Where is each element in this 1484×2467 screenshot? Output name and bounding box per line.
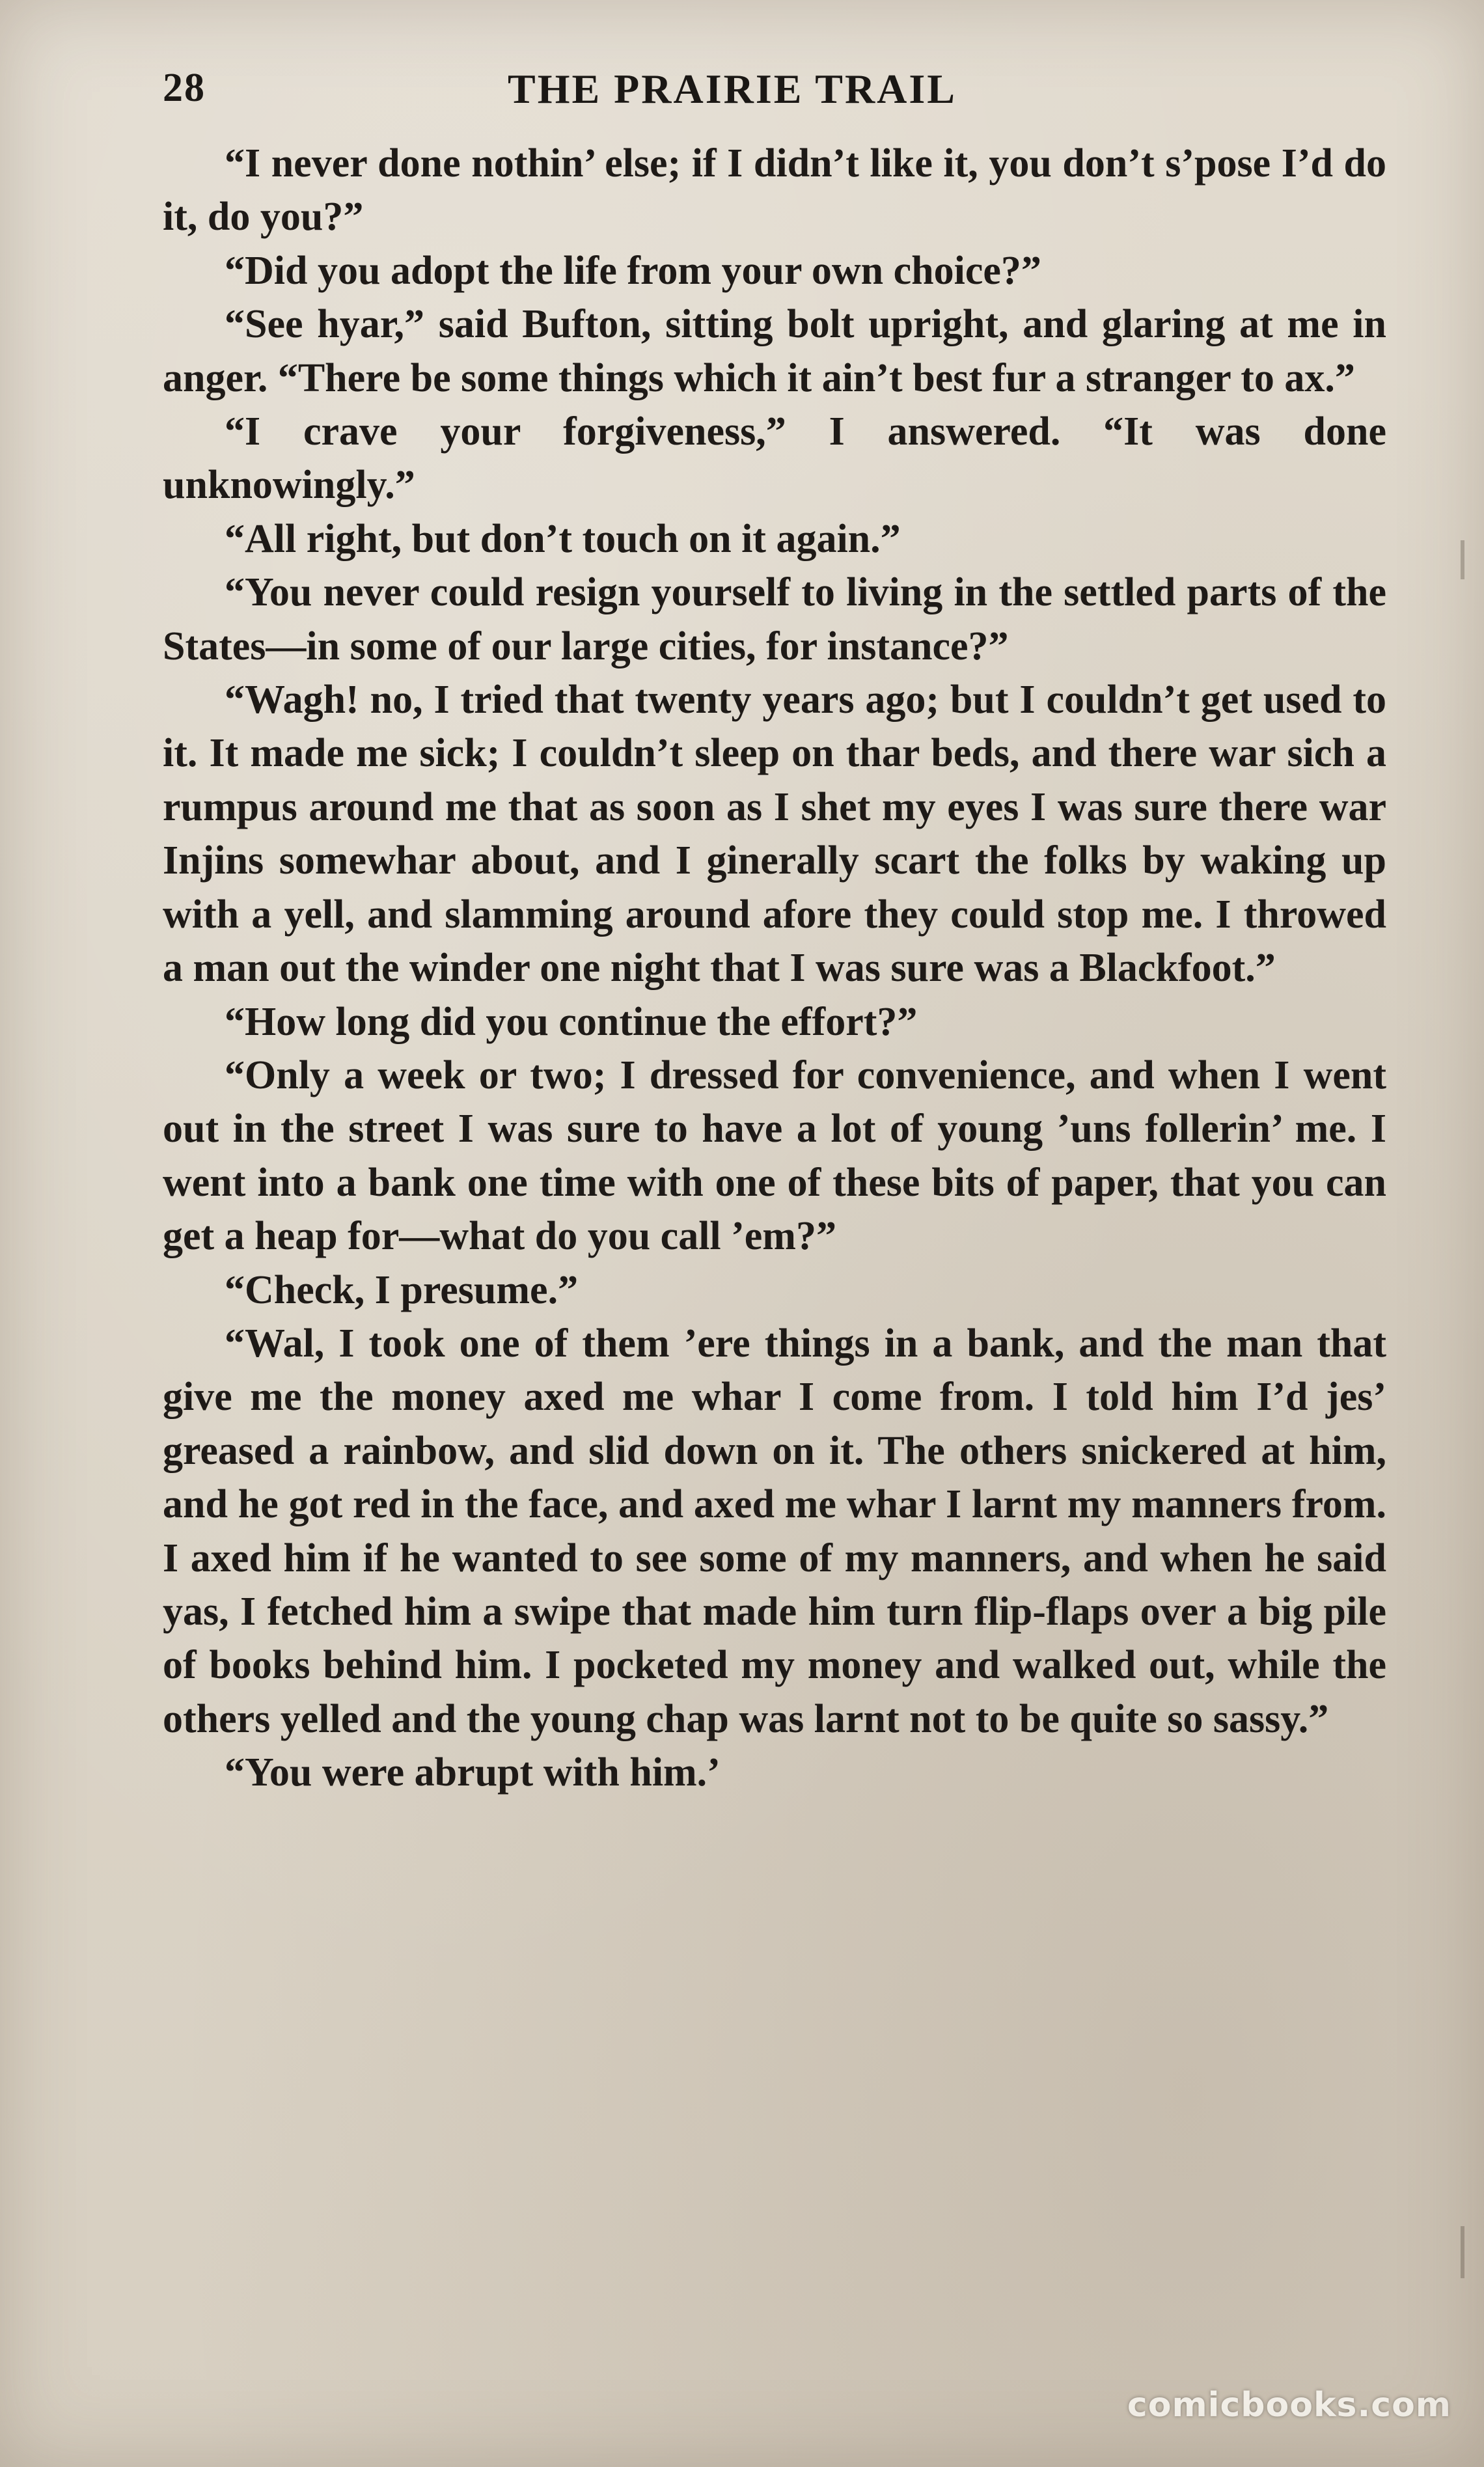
paragraph: “You never could resign yourself to living in the settled parts of the States—in some of our large cities, for instance?” bbox=[163, 570, 1386, 668]
running-title: THE PRAIRIE TRAIL bbox=[508, 66, 957, 112]
page-edge-mark bbox=[1461, 540, 1464, 579]
paragraph: “See hyar,” said Bufton, sitting bolt upright, and glaring at me in anger. “There be some things which it ain’t best fur a stranger to ax.” bbox=[163, 302, 1386, 400]
paragraph: “Wal, I took one of them ’ere things in a bank, and the man that give me the money axed me whar I come from. I told him I’d jes’ greased a rainbow, and slid down on it. The others snickered at him, and he got red in the face, and axed me whar I larnt my manners from. I axed him if he wanted to see some of my manners, and when he said yas, I fetched him a swipe that made him turn flip-flaps over a big pile of books behind him. I pocketed my money and walked out, while the others yelled and the young chap was larnt not to be quite so sassy.” bbox=[163, 1321, 1386, 1741]
paragraph: “Wagh! no, I tried that twenty years ago; but I couldn’t get used to it. It made me sick; I couldn’t sleep on thar beds, and there war sich a rumpus around me that as soon as I shet my eyes I was sure there war Injins somewhar about, and I ginerally scart the folks by waking up with a yell, and slamming around afore they could stop me. I throwed a man out the winder one night that I was sure was a Blackfoot.” bbox=[163, 678, 1386, 991]
page-header bbox=[163, 59, 1386, 130]
body-text bbox=[163, 137, 1386, 1800]
paragraph: “Check, I presume.” bbox=[225, 1267, 579, 1312]
page-edge-mark bbox=[1461, 2226, 1464, 2278]
paragraph: “I crave your forgiveness,” I answered. “It was done unknowingly.” bbox=[163, 409, 1386, 508]
paragraph: “All right, but don’t touch on it again.” bbox=[225, 516, 901, 561]
page-number: 28 bbox=[163, 66, 206, 110]
paragraph: “How long did you continue the effort?” bbox=[225, 999, 918, 1044]
paragraph: “Did you adopt the life from your own choice?” bbox=[225, 248, 1041, 293]
paragraph: “You were abrupt with him.’ bbox=[225, 1750, 721, 1795]
watermark-text: comicbooks.com bbox=[1127, 2386, 1451, 2425]
paragraph: “Only a week or two; I dressed for convenience, and when I went out in the street I was sure to have a lot of young ’uns follerin’ me. I went into a bank one time with one of these bits of paper, that you can get a heap for—what do you call ’em?” bbox=[163, 1053, 1386, 1259]
paragraph: “I never done nothin’ else; if I didn’t like it, you don’t s’pose I’d do it, do you?” bbox=[163, 141, 1386, 240]
